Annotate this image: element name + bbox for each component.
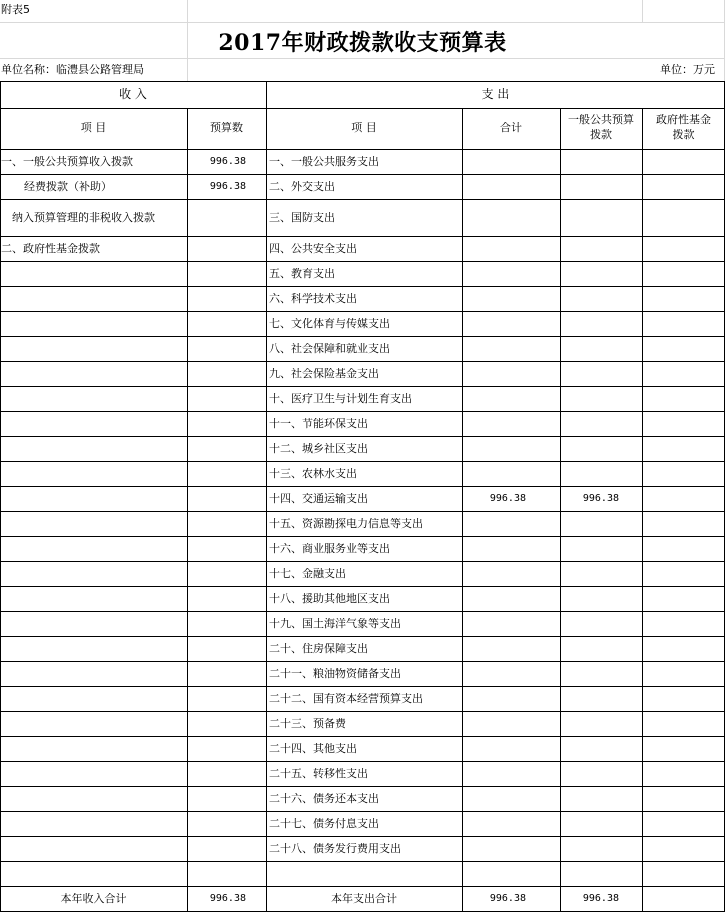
income-budget-value: 996.38 xyxy=(209,156,246,167)
expense-item-label: 三、国防支出 xyxy=(269,212,335,224)
table-row-line xyxy=(0,761,725,762)
expense-general-value xyxy=(560,468,619,481)
expense-total-value xyxy=(462,543,526,556)
income-total-value: 996.38 xyxy=(209,893,246,904)
gov-fund-header-line1: 政府性基金 xyxy=(656,114,711,126)
expense-general-value xyxy=(560,793,619,806)
column-divider xyxy=(462,108,463,912)
table-row-line xyxy=(0,236,725,237)
expense-total-value xyxy=(462,743,526,756)
expense-fund-value xyxy=(642,243,715,256)
expense-total-value xyxy=(462,518,526,531)
expense-fund-value xyxy=(642,181,715,194)
income-total-label: 本年收入合计 xyxy=(60,893,127,905)
expense-total-value xyxy=(462,693,526,706)
expense-general-value xyxy=(560,212,619,225)
table-row-line xyxy=(0,261,725,262)
table-left-border xyxy=(0,81,1,912)
expense-total-sum: 996.38 xyxy=(489,893,526,904)
unit-name: 单位名称：临澧县公路管理局 xyxy=(1,64,144,76)
expense-item-label: 十七、金融支出 xyxy=(269,568,346,580)
expense-total-value xyxy=(462,443,526,456)
expense-item-label: 六、科学技术支出 xyxy=(269,293,357,305)
table-row-line xyxy=(0,811,725,812)
expense-fund-value xyxy=(642,268,715,281)
expense-item-label: 二十五、转移性支出 xyxy=(269,768,368,780)
expense-item-header: 项 目 xyxy=(351,122,377,134)
expense-general-value xyxy=(560,718,619,731)
expense-fund-value xyxy=(642,468,715,481)
expense-item-label: 二十六、债务还本支出 xyxy=(269,793,379,805)
expense-total-value xyxy=(462,593,526,606)
expense-general-value xyxy=(560,393,619,406)
grid-line xyxy=(0,22,725,23)
expense-fund-value xyxy=(642,718,715,731)
expense-item-label: 二十四、其他支出 xyxy=(269,743,357,755)
expense-fund-value xyxy=(642,368,715,381)
table-row-line xyxy=(0,361,725,362)
table-row-line xyxy=(0,736,725,737)
expense-general-value xyxy=(560,368,619,381)
income-item-header: 项 目 xyxy=(80,122,107,134)
expense-general-value: 996.38 xyxy=(582,493,619,504)
expense-item-label: 十六、商业服务业等支出 xyxy=(269,543,390,555)
attachment-label: 附表5 xyxy=(1,4,30,16)
expense-total-value xyxy=(462,718,526,731)
table-bottom-border xyxy=(0,911,725,912)
grid-line xyxy=(0,58,725,59)
expense-total-value xyxy=(462,393,526,406)
expense-item-label: 二十八、债务发行费用支出 xyxy=(269,843,401,855)
expense-general-value xyxy=(560,418,619,431)
page-title: 2017年财政拨款收支预算表 xyxy=(218,30,507,56)
income-expense-divider xyxy=(266,81,267,912)
expense-fund-sum xyxy=(642,893,715,906)
expense-fund-value xyxy=(642,568,715,581)
expense-item-label: 十一、节能环保支出 xyxy=(269,418,368,430)
expense-item-label: 五、教育支出 xyxy=(269,268,335,280)
expense-general-value xyxy=(560,318,619,331)
section-header-bottom xyxy=(0,108,725,109)
table-row-line xyxy=(0,661,725,662)
expense-general-value xyxy=(560,443,619,456)
table-row-line xyxy=(0,486,725,487)
expense-total-value xyxy=(462,181,526,194)
expense-total-value xyxy=(462,843,526,856)
income-budget-header: 预算数 xyxy=(210,122,243,134)
expense-total-value xyxy=(462,243,526,256)
table-row-line xyxy=(0,199,725,200)
unit-label: 单位：万元 xyxy=(660,64,715,76)
expense-total-value xyxy=(462,468,526,481)
expense-general-value xyxy=(560,243,619,256)
table-row-line xyxy=(0,461,725,462)
expense-fund-value xyxy=(642,393,715,406)
expense-item-label: 二十七、债务付息支出 xyxy=(269,818,379,830)
table-row-line xyxy=(0,436,725,437)
expense-fund-value xyxy=(642,293,715,306)
expense-total-value xyxy=(462,343,526,356)
expense-fund-value xyxy=(642,668,715,681)
column-header-bottom xyxy=(0,149,725,150)
expense-item-label: 十四、交通运输支出 xyxy=(269,493,368,505)
general-budget-header-line1: 一般公共预算 xyxy=(568,114,634,126)
table-row-line xyxy=(0,286,725,287)
expense-general-value xyxy=(560,568,619,581)
expense-item-label: 二、外交支出 xyxy=(269,181,335,193)
expense-total-value xyxy=(462,618,526,631)
expense-general-value xyxy=(560,268,619,281)
income-budget-value xyxy=(187,243,246,256)
expense-total-value xyxy=(462,293,526,306)
income-item-label: 一、一般公共预算收入拨款 xyxy=(1,156,133,168)
table-row-line xyxy=(0,561,725,562)
expense-section-header: 支 出 xyxy=(481,88,510,101)
expense-general-value xyxy=(560,693,619,706)
expense-general-value xyxy=(560,768,619,781)
expense-total-value xyxy=(462,768,526,781)
expense-general-value xyxy=(560,293,619,306)
expense-item-label: 七、文化体育与传媒支出 xyxy=(269,318,390,330)
expense-total-label: 本年支出合计 xyxy=(331,893,397,905)
table-row-line xyxy=(0,711,725,712)
table-row-line xyxy=(0,636,725,637)
expense-general-sum: 996.38 xyxy=(582,893,619,904)
expense-total-value xyxy=(462,643,526,656)
income-section-header: 收 入 xyxy=(119,88,147,101)
expense-item-label: 十三、农林水支出 xyxy=(269,468,357,480)
expense-general-value xyxy=(560,343,619,356)
expense-general-value xyxy=(560,543,619,556)
expense-fund-value xyxy=(642,212,715,225)
expense-fund-value xyxy=(642,818,715,831)
expense-general-value xyxy=(560,518,619,531)
expense-fund-value xyxy=(642,593,715,606)
expense-total-value xyxy=(462,818,526,831)
table-row-line xyxy=(0,861,725,862)
expense-fund-value xyxy=(642,318,715,331)
expense-total-value xyxy=(462,156,526,169)
expense-item-label: 九、社会保险基金支出 xyxy=(269,368,379,380)
expense-total-value: 996.38 xyxy=(489,493,526,504)
table-row-line xyxy=(0,686,725,687)
table-row-line xyxy=(0,386,725,387)
expense-fund-value xyxy=(642,693,715,706)
expense-fund-value xyxy=(642,743,715,756)
table-row-line xyxy=(0,174,725,175)
table-row-line xyxy=(0,311,725,312)
expense-total-value xyxy=(462,668,526,681)
expense-item-label: 十二、城乡社区支出 xyxy=(269,443,368,455)
expense-fund-value xyxy=(642,768,715,781)
expense-total-value xyxy=(462,793,526,806)
table-row-line xyxy=(0,836,725,837)
expense-general-value xyxy=(560,181,619,194)
income-budget-value: 996.38 xyxy=(209,181,246,192)
expense-total-value xyxy=(462,212,526,225)
expense-item-label: 十、医疗卫生与计划生育支出 xyxy=(269,393,412,405)
expense-fund-value xyxy=(642,643,715,656)
income-item-label: 二、政府性基金拨款 xyxy=(1,243,100,255)
expense-item-label: 十五、资源勘探电力信息等支出 xyxy=(269,518,423,530)
expense-item-label: 二十、住房保障支出 xyxy=(269,643,368,655)
income-item-label: 纳入预算管理的非税收入拨款 xyxy=(12,212,155,224)
expense-item-label: 二十二、国有资本经营预算支出 xyxy=(269,693,423,705)
expense-item-label: 二十三、预备费 xyxy=(269,718,346,730)
expense-fund-value xyxy=(642,843,715,856)
expense-item-label: 十八、援助其他地区支出 xyxy=(269,593,390,605)
table-row-line xyxy=(0,336,725,337)
expense-fund-value xyxy=(642,618,715,631)
expense-general-value xyxy=(560,843,619,856)
expense-total-value xyxy=(462,418,526,431)
expense-item-label: 八、社会保障和就业支出 xyxy=(269,343,390,355)
column-divider xyxy=(187,108,188,912)
totals-top-border xyxy=(0,886,725,887)
expense-fund-value xyxy=(642,418,715,431)
expense-total-value xyxy=(462,318,526,331)
expense-general-value xyxy=(560,618,619,631)
table-row-line xyxy=(0,536,725,537)
expense-general-value xyxy=(560,643,619,656)
expense-general-value xyxy=(560,743,619,756)
table-row-line xyxy=(0,611,725,612)
expense-general-value xyxy=(560,593,619,606)
expense-total-value xyxy=(462,568,526,581)
general-budget-header-line2: 拨款 xyxy=(590,129,612,141)
expense-item-label: 一、一般公共服务支出 xyxy=(269,156,379,168)
expense-general-value xyxy=(560,668,619,681)
income-item-label: 经费拨款（补助） xyxy=(24,181,112,193)
expense-fund-value xyxy=(642,343,715,356)
expense-fund-value xyxy=(642,443,715,456)
expense-fund-value xyxy=(642,493,715,506)
expense-general-value xyxy=(560,818,619,831)
table-row-line xyxy=(0,586,725,587)
expense-item-label: 四、公共安全支出 xyxy=(269,243,357,255)
expense-total-header: 合计 xyxy=(500,122,522,134)
table-row-line xyxy=(0,786,725,787)
table-top-border xyxy=(0,81,725,82)
column-divider xyxy=(560,108,561,912)
table-row-line xyxy=(0,511,725,512)
expense-total-value xyxy=(462,368,526,381)
gov-fund-header-line2: 拨款 xyxy=(672,129,695,141)
income-budget-value xyxy=(187,212,246,225)
expense-total-value xyxy=(462,268,526,281)
grid-line xyxy=(642,0,643,22)
expense-general-value xyxy=(560,156,619,169)
column-divider xyxy=(642,108,643,912)
expense-fund-value xyxy=(642,518,715,531)
expense-item-label: 二十一、粮油物资储备支出 xyxy=(269,668,401,680)
expense-item-label: 十九、国土海洋气象等支出 xyxy=(269,618,401,630)
expense-fund-value xyxy=(642,793,715,806)
expense-fund-value xyxy=(642,156,715,169)
table-row-line xyxy=(0,411,725,412)
expense-fund-value xyxy=(642,543,715,556)
